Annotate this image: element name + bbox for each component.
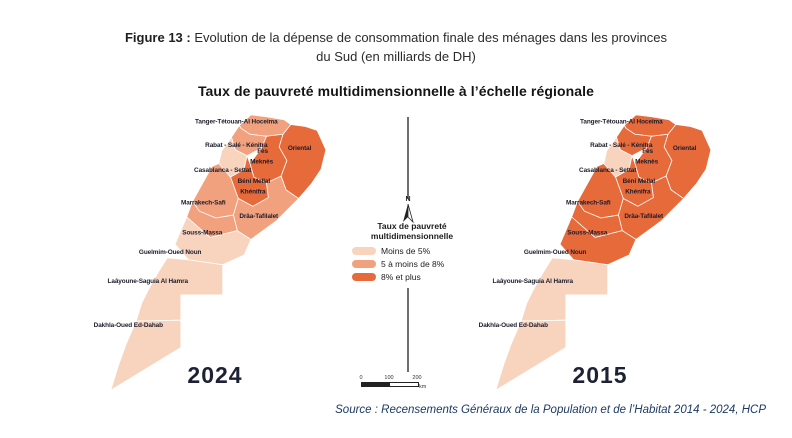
region-oriental-2015 [664,125,711,199]
legend-label-mid: 5 à moins de 8% [381,259,445,269]
map-2024-block [95,108,329,400]
region-label-dakhla-2024: Dakhla-Oued Ed-Dahab [93,322,163,329]
scale-tick-200: 200 [412,375,422,381]
region-label-oriental-2015: Oriental [672,144,697,152]
region-label-souss-2015: Souss-Massa [567,229,608,237]
region-label-laayoune-2024: Laâyoune-Saguia Al Hamra [107,278,188,286]
legend-row-high [352,272,481,282]
region-label-dakhla-2015: Dakhla-Oued Ed-Dahab [478,322,548,329]
caption-text: Evolution de la dépense de consommation finale des ménages dans les provinces [194,30,667,45]
map-legend [343,222,481,285]
legend-swatch-mid [352,260,376,268]
scale-bar-rule [361,382,419,387]
north-arrow [399,196,417,224]
region-laayoune-2024 [136,258,223,321]
region-label-fes-2015: Fès [642,147,653,155]
region-label-fes-2024: Meknès [250,158,274,166]
region-label-draa-2015: Drâa-Tafilalet [624,212,664,220]
scale-unit: km [419,384,427,390]
region-label-oriental-2024: Oriental [287,144,312,152]
region-label-tta-2024: Tanger-Tétouan-Al Hoceima [195,118,278,126]
region-label-draa-2024: Drâa-Tafilalet [239,212,279,220]
region-label-guelmim-2015: Guelmim-Oued Noun [523,249,587,256]
morocco-map-2015 [480,108,714,400]
year-label-2024: 2024 [187,362,243,388]
north-label: N [405,196,411,203]
region-label-marrakech-2024: Marrakech-Safi [180,199,226,207]
region-laayoune-2015 [521,258,608,321]
region-label-guelmim-2024: Guelmim-Oued Noun [138,249,202,256]
divider-line-bottom [407,288,409,372]
region-label-bmk-2024: Béni Mellal [237,177,271,185]
legend-label-low: Moins de 5% [381,246,431,256]
region-label-fes-2015: Meknès [635,158,659,166]
morocco-map-2024 [95,108,329,400]
region-label-rsk-2024: Rabat - Salé - Kénitra [205,141,268,149]
region-label-casa-2015: Casablanca - Settat [579,167,637,175]
region-label-tta-2015: Tanger-Tétouan-Al Hoceima [580,118,663,126]
scale-bar-ticks [359,375,422,382]
region-label-laayoune-2015: Laâyoune-Saguia Al Hamra [492,278,573,286]
legend-title-line2: multidimensionnelle [370,230,454,241]
legend-swatch-high [352,273,376,281]
legend-label-high: 8% et plus [381,272,421,282]
region-label-fes-2024: Fès [257,147,268,155]
legend-title [343,222,481,241]
map-title: Taux de pauvreté multidimensionnelle à l’échelle régionale [197,83,595,99]
map-2015-block [480,108,714,400]
legend-title-line1: Taux de pauvreté [377,221,447,231]
scale-tick-0: 0 [359,375,363,381]
legend-row-low [352,246,481,256]
divider-line-top [407,117,409,199]
region-label-casa-2024: Casablanca - Settat [194,167,252,175]
region-label-bmk-2024: Khénifra [240,188,266,196]
region-label-bmk-2015: Khénifra [625,188,651,196]
region-label-rsk-2015: Rabat - Salé - Kénitra [590,141,653,149]
scale-tick-100: 100 [384,375,394,381]
legend-row-mid [352,259,481,269]
source-note: Source : Recensements Généraux de la Population et de l’Habitat 2014 - 2024, HCP [335,404,766,416]
caption-line1 [0,28,792,47]
legend-swatch-low [352,247,376,255]
caption-line2: du Sud (en milliards de DH) [316,49,476,64]
scale-bar [359,375,441,390]
legend-items [343,246,481,282]
scale-bar-filled-segment [362,383,390,386]
region-oriental-2024 [279,125,326,199]
year-label-2015: 2015 [572,362,628,388]
region-label-bmk-2015: Béni Mellal [622,177,656,185]
region-label-marrakech-2015: Marrakech-Safi [565,199,611,207]
figure-number: Figure 13 : [124,30,191,45]
figure-caption [0,28,792,66]
region-label-souss-2024: Souss-Massa [182,229,223,237]
